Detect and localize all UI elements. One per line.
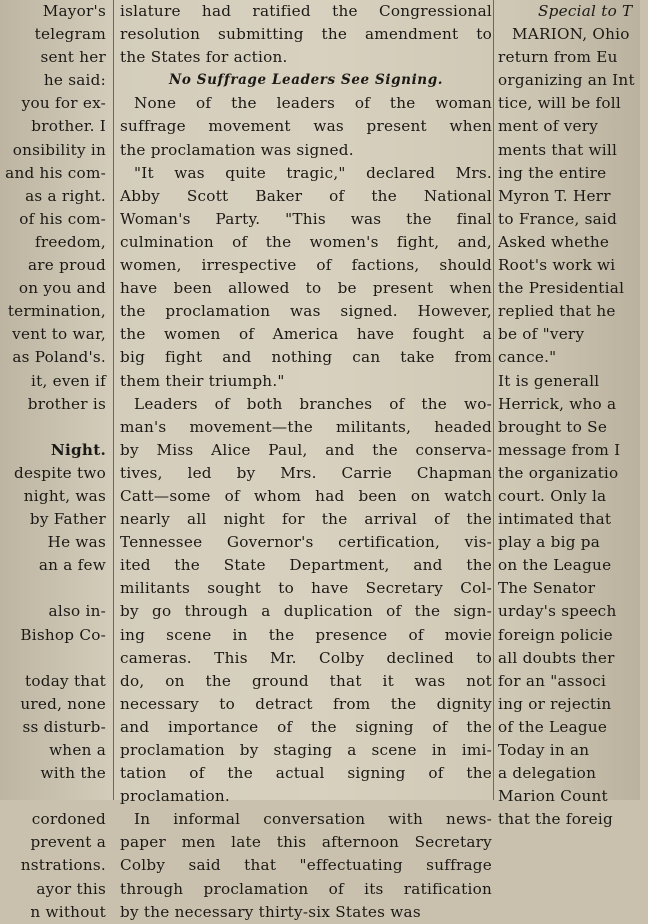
article-line: Today in an <box>498 741 590 759</box>
article-line: onsibility in <box>12 140 106 159</box>
article-line: and importance of the signing of the <box>120 717 492 736</box>
article-line: Asked whethe <box>498 232 610 251</box>
article-line: Abby Scott Baker of the National <box>120 186 492 205</box>
article-line: of his com- <box>19 209 106 228</box>
article-line: the Presidential <box>498 279 625 298</box>
article-line: ments that will <box>498 140 618 159</box>
article-line: despite two <box>14 463 106 482</box>
article-line: n without <box>30 902 106 921</box>
right-column <box>498 0 648 829</box>
article-line: brought to Se <box>498 417 608 436</box>
article-line: Marion Count <box>498 787 608 806</box>
article-line: brother. I <box>31 117 106 136</box>
article-line: on you and <box>18 279 106 298</box>
article-line: necessary to detract from the dignity <box>120 694 492 713</box>
article-line <box>0 416 108 439</box>
article-line: man's movement—the militants, headed <box>120 417 492 436</box>
article-line: ing scene in the presence of movie <box>120 625 492 644</box>
article-line: ment of very <box>498 117 599 136</box>
article-line: it, even if <box>30 371 106 390</box>
left-column <box>0 0 108 921</box>
article-line: are proud <box>27 256 106 275</box>
article-line: sent her <box>40 48 106 67</box>
article-line: culmination of the women's fight, and, <box>120 232 492 251</box>
article-line: the women of America have fought a <box>120 325 492 344</box>
article-line: paper men late this afternoon Secretary <box>120 833 492 852</box>
article-line: ited the State Department, and the <box>120 556 492 575</box>
article-line: do, on the ground that it was not <box>120 671 492 690</box>
section-headline: No Suffrage Leaders See Signing. <box>168 72 444 89</box>
article-line: of the League <box>498 717 608 736</box>
article-line: ing the entire <box>498 163 607 182</box>
section-headline: Night. <box>50 440 106 459</box>
article-line: through proclamation of its ratification <box>120 879 492 898</box>
middle-column <box>120 0 492 921</box>
article-line: The Senator <box>498 579 596 598</box>
article-line: militants sought to have Secretary Col- <box>120 579 492 598</box>
article-line: be of "very <box>498 325 585 344</box>
article-line: brother is <box>27 394 106 413</box>
article-line: to France, said <box>498 209 618 228</box>
article-line: proclamation. <box>120 787 230 806</box>
article-line: tives, led by Mrs. Carrie Chapman <box>120 463 492 482</box>
article-line: that the foreig <box>498 810 613 829</box>
article-line: islature had ratified the Congressional <box>120 2 492 20</box>
article-line: proclamation by staging a scene in imi- <box>120 741 492 759</box>
article-line: replied that he <box>498 302 616 321</box>
article-line: prevent a <box>30 833 106 852</box>
article-line: and his com- <box>5 163 106 182</box>
article-line <box>0 785 108 808</box>
article-line: MARION, Ohio <box>512 25 630 44</box>
dateline: Special to T <box>538 2 633 20</box>
column-rule <box>113 0 114 800</box>
article-line: ing or rejectin <box>498 694 612 713</box>
article-line: cance." <box>498 348 557 367</box>
article-line: the proclamation was signed. However, <box>120 302 492 321</box>
article-line: with the <box>40 764 106 783</box>
column-rule <box>493 0 494 800</box>
article-line: termination, <box>7 302 106 321</box>
article-line: a delegation <box>498 764 597 783</box>
article-line: Herrick, who a <box>498 394 617 413</box>
article-line: telegram <box>34 25 106 44</box>
article-line: message from I <box>498 440 621 459</box>
article-line: cameras. This Mr. Colby declined to <box>120 648 492 667</box>
article-line: foreign policie <box>498 625 613 644</box>
article-line: as a right. <box>25 186 106 205</box>
article-line: Root's work wi <box>498 256 616 275</box>
article-line: big fight and nothing can take from <box>120 348 492 367</box>
article-line: ayor this <box>36 879 106 898</box>
article-line: court. Only la <box>498 486 607 505</box>
article-line: organizing an Int <box>498 71 635 90</box>
article-line: suffrage movement was present when <box>120 117 492 136</box>
article-line: night, was <box>23 486 106 505</box>
article-line: you for ex- <box>21 94 106 113</box>
article-line: the proclamation was signed. <box>120 140 354 159</box>
article-line: the States for action. <box>120 48 288 67</box>
article-line: nearly all night for the arrival of the <box>120 510 492 529</box>
article-line: vent to war, <box>12 325 106 344</box>
article-line: Colby said that "effectuating suffrage <box>120 856 492 875</box>
article-line: nstrations. <box>20 856 106 875</box>
article-line: also in- <box>48 602 106 621</box>
article-line: all doubts ther <box>498 648 615 667</box>
article-line: return from Eu <box>498 48 618 67</box>
article-line: ss disturb- <box>22 717 106 736</box>
article-line: an a few <box>38 556 106 575</box>
article-line: resolution submitting the amendment to <box>120 25 492 44</box>
article-line: Tennessee Governor's certification, vis- <box>120 533 492 552</box>
article-line: cordoned <box>31 810 106 829</box>
article-line: tice, will be foll <box>498 94 622 113</box>
article-line: freedom, <box>35 232 106 251</box>
article-line: In informal conversation with news- <box>134 810 492 829</box>
article-line: Myron T. Herr <box>498 186 611 205</box>
article-line: women, irrespective of factions, should <box>120 256 492 275</box>
article-line: Mayor's <box>42 2 106 20</box>
article-line: "It was quite tragic," declared Mrs. <box>134 163 492 182</box>
article-line: the organizatio <box>498 463 619 482</box>
article-line: as Poland's. <box>12 348 106 367</box>
article-line: by the necessary thirty-six States was <box>120 902 421 921</box>
article-line: tation of the actual signing of the <box>120 764 492 783</box>
article-line <box>0 647 108 670</box>
article-body <box>120 92 492 923</box>
article-line: urday's speech <box>498 602 617 621</box>
article-line: It is generall <box>498 371 600 390</box>
article-line: intimated that <box>498 510 612 529</box>
article-line: for an "associ <box>498 671 607 690</box>
article-line: by Miss Alice Paul, and the conserva- <box>120 440 492 459</box>
article-line: ured, none <box>20 694 106 713</box>
article-line: None of the leaders of the woman <box>134 94 492 113</box>
article-line <box>0 577 108 600</box>
article-line: he said: <box>43 71 106 90</box>
article-line: them their triumph." <box>120 371 285 390</box>
article-line: today that <box>25 671 106 690</box>
article-line: by Father <box>29 510 106 529</box>
article-line: Woman's Party. "This was the final <box>120 209 492 228</box>
article-line: have been allowed to be present when <box>120 279 492 298</box>
article-line: Catt—some of whom had been on watch <box>120 486 492 505</box>
article-line: when a <box>49 741 106 759</box>
article-line: He was <box>47 533 106 552</box>
article-line: by go through a duplication of the sign- <box>120 602 492 621</box>
article-line: Bishop Co- <box>20 625 106 644</box>
article-line: play a big pa <box>498 533 601 552</box>
article-line: Leaders of both branches of the wo- <box>134 394 492 413</box>
article-line: on the League <box>498 556 612 575</box>
